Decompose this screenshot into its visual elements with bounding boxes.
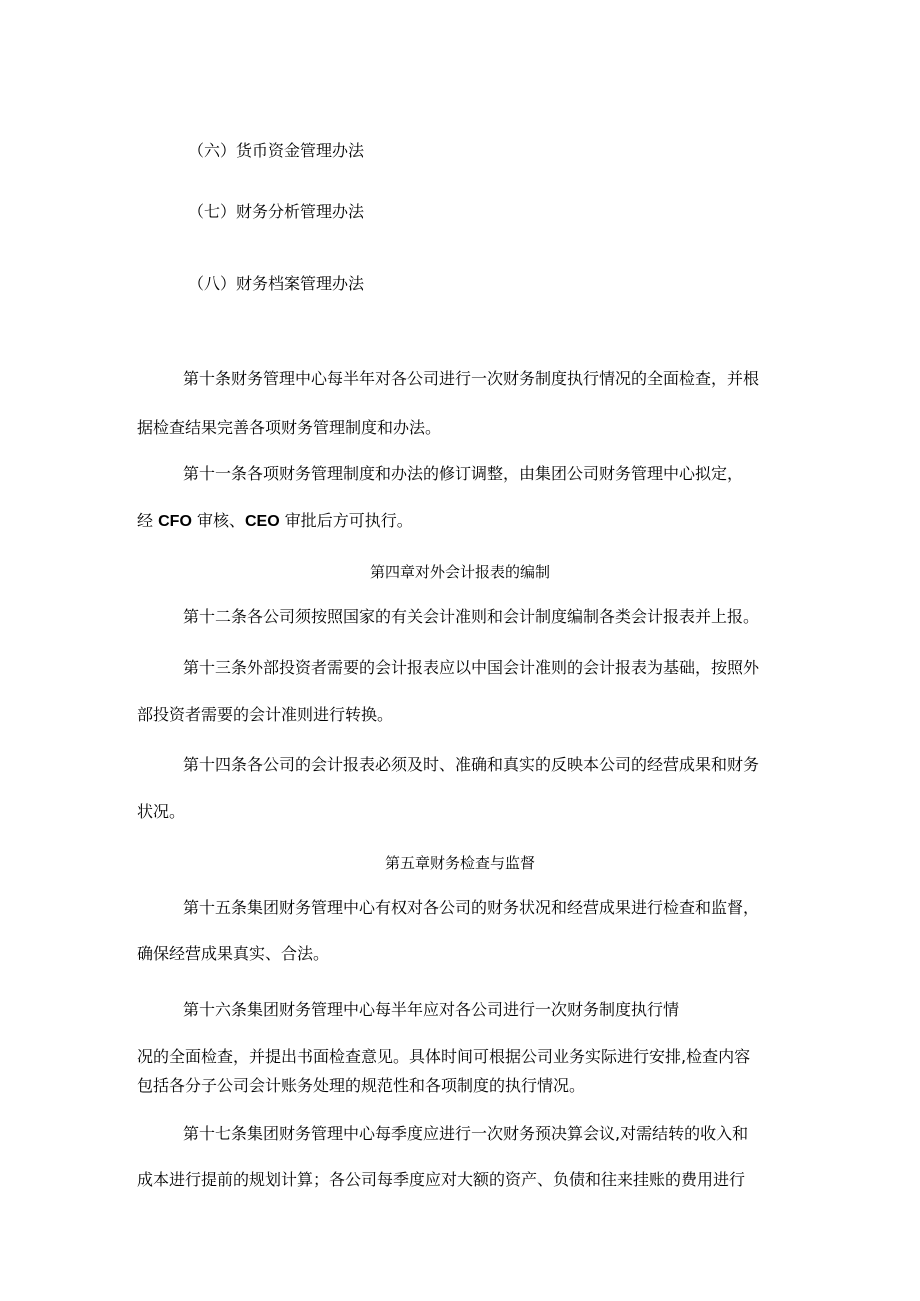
article-16-line-2: 况的全面检查，并提出书面检查意见。具体时间可根据公司业务实际进行安排,检查内容 [137, 1047, 751, 1066]
article-14-line-2: 状况。 [137, 802, 186, 821]
article-13-line-2: 部投资者需要的会计准则进行转换。 [137, 705, 394, 724]
article-15-line-1: 第十五条集团财务管理中心有权对各公司的财务状况和经营成果进行检查和监督， [183, 898, 760, 917]
article-13-line-1: 第十三条外部投资者需要的会计报表应以中国会计准则的会计报表为基础，按照外 [183, 658, 760, 677]
article-11-text-b: 审核、 [196, 511, 245, 530]
article-10-line-1: 第十条财务管理中心每半年对各公司进行一次财务制度执行情况的全面检查，并根 [183, 369, 760, 388]
cfo-abbr: CFO [158, 513, 192, 530]
chapter-5-heading: 第五章财务检查与监督 [384, 854, 535, 872]
list-item-7: （七）财务分析管理办法 [188, 202, 365, 221]
article-17-line-1: 第十七条集团财务管理中心每季度应进行一次财务预决算会议,对需结转的收入和 [183, 1124, 749, 1143]
article-15-line-2: 确保经营成果真实、合法。 [137, 944, 330, 963]
list-item-8: （八）财务档案管理办法 [188, 274, 365, 293]
article-11-text-c: 审批后方可执行。 [284, 511, 413, 530]
article-14-line-1: 第十四条各公司的会计报表必须及时、准确和真实的反映本公司的经营成果和财务 [183, 755, 760, 774]
article-16-line-3: 包括各分子公司会计账务处理的规范性和各项制度的执行情况。 [137, 1076, 586, 1095]
article-11-text-a: 经 [137, 511, 154, 530]
article-11-line-2 [137, 511, 413, 532]
article-11-line-1: 第十一条各项财务管理制度和办法的修订调整，由集团公司财务管理中心拟定， [183, 464, 744, 483]
ceo-abbr: CEO [245, 513, 280, 530]
article-10-line-2: 据检查结果完善各项财务管理制度和办法。 [137, 418, 442, 437]
article-12: 第十二条各公司须按照国家的有关会计准则和会计制度编制各类会计报表并上报。 [183, 607, 760, 626]
chapter-4-heading: 第四章对外会计报表的编制 [369, 563, 550, 581]
article-16-line-1: 第十六条集团财务管理中心每半年应对各公司进行一次财务制度执行情 [183, 1000, 680, 1019]
list-item-6: （六）货币资金管理办法 [188, 141, 365, 160]
article-17-line-2: 成本进行提前的规划计算；各公司每季度应对大额的资产、负债和往来挂账的费用进行 [137, 1170, 746, 1189]
